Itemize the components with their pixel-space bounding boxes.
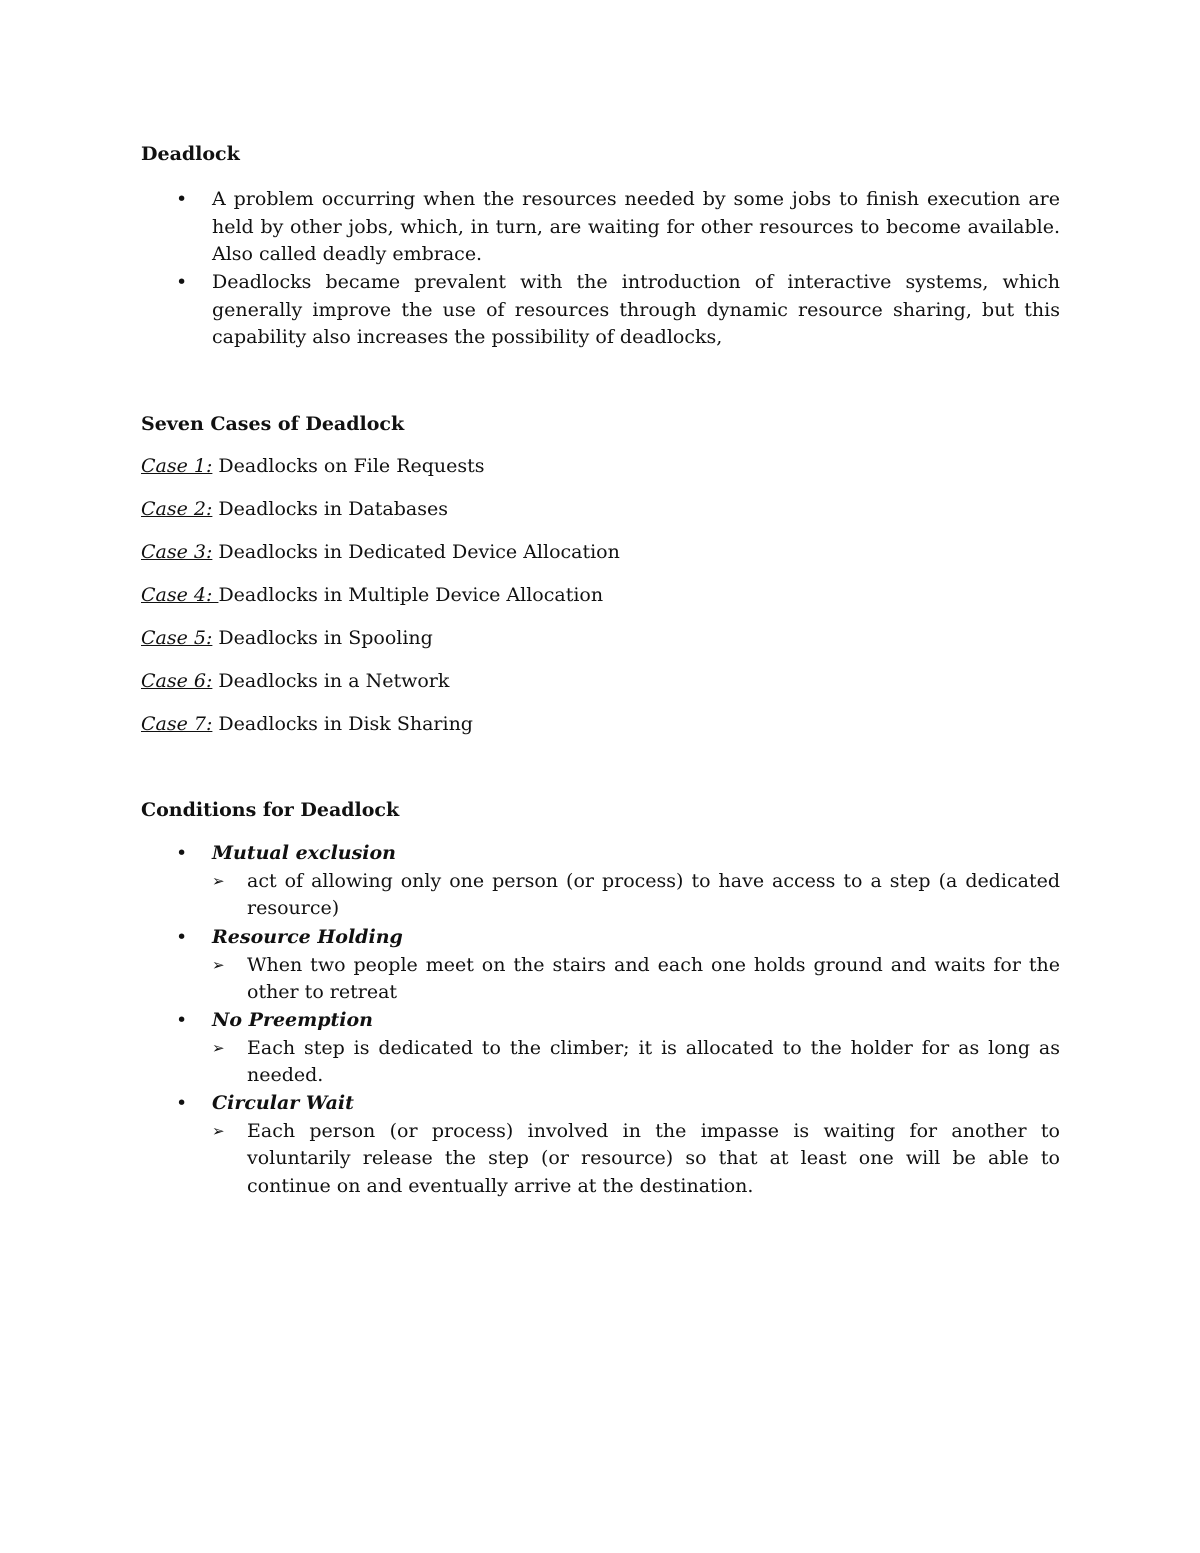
- condition-item: [176, 1007, 1060, 1090]
- case-text: Deadlocks on File Requests: [212, 455, 485, 477]
- arrow-bullet-icon: ➢: [212, 1121, 225, 1140]
- condition-detail-text: Each step is dedicated to the climber; it is allocated to the holder for as long as needed.: [247, 1036, 1060, 1086]
- case-item: [141, 583, 603, 607]
- section-heading-deadlock: Deadlock: [141, 143, 240, 165]
- section-heading-seven-cases: Seven Cases of Deadlock: [141, 413, 405, 435]
- condition-detail-text: act of allowing only one person (or process) to have access to a step (a dedicated resource): [247, 869, 1060, 919]
- case-label: Case 6:: [141, 670, 213, 692]
- bullet-icon: •: [176, 1092, 188, 1114]
- bullet-text: Deadlocks became prevalent with the introduction of interactive systems, which generally improve the use of resources through dynamic resource sharing, but this capability also increases the possibility of deadlocks,: [212, 271, 1060, 348]
- case-text: Deadlocks in Dedicated Device Allocation: [212, 541, 620, 563]
- case-label: Case 4:: [141, 584, 219, 606]
- case-label: Case 3:: [141, 541, 213, 563]
- section-heading-conditions: Conditions for Deadlock: [141, 799, 400, 821]
- bullet-icon: •: [176, 926, 188, 948]
- bullet-icon: •: [176, 842, 188, 864]
- condition-detail: [212, 952, 1060, 1007]
- list-item: [176, 269, 1060, 352]
- bullet-icon: •: [176, 188, 188, 210]
- bullet-text: A problem occurring when the resources needed by some jobs to finish execution are held by other jobs, which, in turn, are waiting for other resources to become available. Also called deadly embrace.: [212, 188, 1060, 265]
- condition-title: No Preemption: [212, 1009, 373, 1031]
- condition-detail: [212, 1118, 1060, 1201]
- case-text: Deadlocks in Spooling: [212, 627, 433, 649]
- case-label: Case 1:: [141, 455, 213, 477]
- case-item: [141, 669, 449, 693]
- case-label: Case 7:: [141, 713, 213, 735]
- case-item: [141, 454, 485, 478]
- case-label: Case 2:: [141, 498, 213, 520]
- condition-title: Resource Holding: [212, 926, 403, 948]
- condition-title: Mutual exclusion: [212, 842, 396, 864]
- bullet-icon: •: [176, 1009, 188, 1031]
- condition-item: [176, 1090, 1060, 1200]
- case-item: [141, 626, 433, 650]
- condition-detail-text: Each person (or process) involved in the impasse is waiting for another to voluntarily release the step (or resource) so that at least one will be able to continue on and eventually arrive at the destination.: [247, 1119, 1060, 1197]
- case-item: [141, 497, 448, 521]
- case-text: Deadlocks in Databases: [212, 498, 448, 520]
- arrow-bullet-icon: ➢: [212, 1038, 225, 1057]
- arrow-bullet-icon: ➢: [212, 871, 225, 890]
- condition-detail: [212, 868, 1060, 923]
- case-item: [141, 540, 620, 564]
- condition-detail: [212, 1035, 1060, 1090]
- case-text: Deadlocks in Disk Sharing: [212, 713, 473, 735]
- condition-title: Circular Wait: [212, 1092, 354, 1114]
- condition-item: [176, 840, 1060, 923]
- list-item: [176, 186, 1060, 269]
- bullet-icon: •: [176, 271, 188, 293]
- condition-detail-text: When two people meet on the stairs and each one holds ground and waits for the other to retreat: [247, 953, 1060, 1003]
- case-text: Deadlocks in a Network: [212, 670, 450, 692]
- case-label: Case 5:: [141, 627, 213, 649]
- case-item: [141, 712, 473, 736]
- arrow-bullet-icon: ➢: [212, 955, 225, 974]
- case-text: Deadlocks in Multiple Device Allocation: [218, 584, 604, 606]
- condition-item: [176, 924, 1060, 1007]
